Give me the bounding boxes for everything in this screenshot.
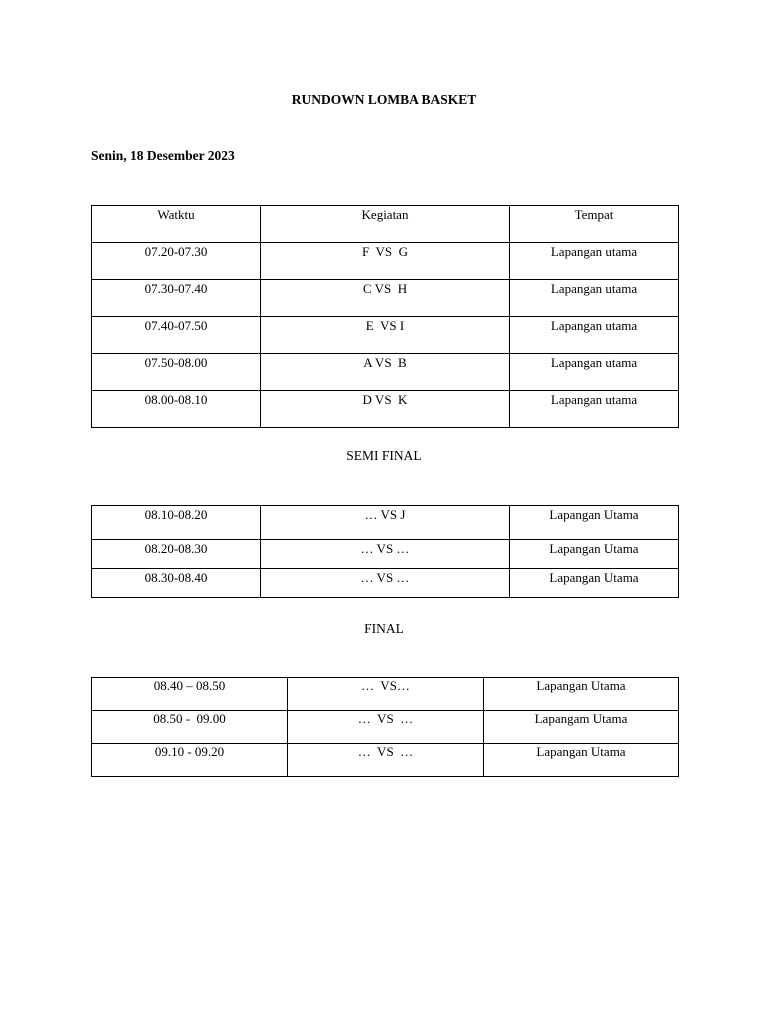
time-cell: 07.50-08.00 [92, 354, 261, 391]
time-cell: 08.50 - 09.00 [92, 711, 288, 744]
match-cell: D VS K [261, 391, 510, 428]
semi-final-heading: SEMI FINAL [346, 448, 422, 463]
table-row [92, 280, 679, 317]
venue-cell: Lapangan Utama [510, 506, 679, 540]
match-cell: … VS … [261, 569, 510, 598]
final-table [91, 677, 679, 777]
time-cell: 07.40-07.50 [92, 317, 261, 354]
header-cell-activity: Kegiatan [261, 206, 510, 243]
table-row [92, 354, 679, 391]
table-row [92, 317, 679, 354]
venue-cell: Lapangan Utama [484, 744, 679, 777]
event-date: Senin, 18 Desember 2023 [91, 148, 235, 163]
match-cell: … VS… [288, 678, 484, 711]
match-cell: … VS J [261, 506, 510, 540]
table-row [92, 711, 679, 744]
time-cell: 07.20-07.30 [92, 243, 261, 280]
venue-cell: Lapangan Utama [510, 569, 679, 598]
venue-cell: Lapangan utama [510, 354, 679, 391]
venue-cell: Lapangam Utama [484, 711, 679, 744]
header-cell-place: Tempat [510, 206, 679, 243]
table-header-row [92, 206, 679, 243]
table-row [92, 744, 679, 777]
table-row [92, 678, 679, 711]
time-cell: 08.10-08.20 [92, 506, 261, 540]
venue-cell: Lapangan utama [510, 243, 679, 280]
match-cell: A VS B [261, 354, 510, 391]
match-cell: … VS … [288, 744, 484, 777]
table-row [92, 243, 679, 280]
main-schedule-table [91, 205, 679, 428]
table-row [92, 569, 679, 598]
time-cell: 08.30-08.40 [92, 569, 261, 598]
time-cell: 07.30-07.40 [92, 280, 261, 317]
time-cell: 08.40 – 08.50 [92, 678, 288, 711]
match-cell: … VS … [288, 711, 484, 744]
document-title: RUNDOWN LOMBA BASKET [291, 92, 477, 107]
venue-cell: Lapangan utama [510, 391, 679, 428]
match-cell: E VS I [261, 317, 510, 354]
time-cell: 08.20-08.30 [92, 540, 261, 569]
table-row [92, 506, 679, 540]
venue-cell: Lapangan Utama [484, 678, 679, 711]
time-cell: 08.00-08.10 [92, 391, 261, 428]
table-row [92, 540, 679, 569]
venue-cell: Lapangan Utama [510, 540, 679, 569]
semi-final-table [91, 505, 679, 598]
venue-cell: Lapangan utama [510, 280, 679, 317]
time-cell: 09.10 - 09.20 [92, 744, 288, 777]
match-cell: F VS G [261, 243, 510, 280]
header-cell-time: Watktu [92, 206, 261, 243]
match-cell: C VS H [261, 280, 510, 317]
venue-cell: Lapangan utama [510, 317, 679, 354]
match-cell: … VS … [261, 540, 510, 569]
final-heading: FINAL [364, 621, 404, 636]
table-row [92, 391, 679, 428]
